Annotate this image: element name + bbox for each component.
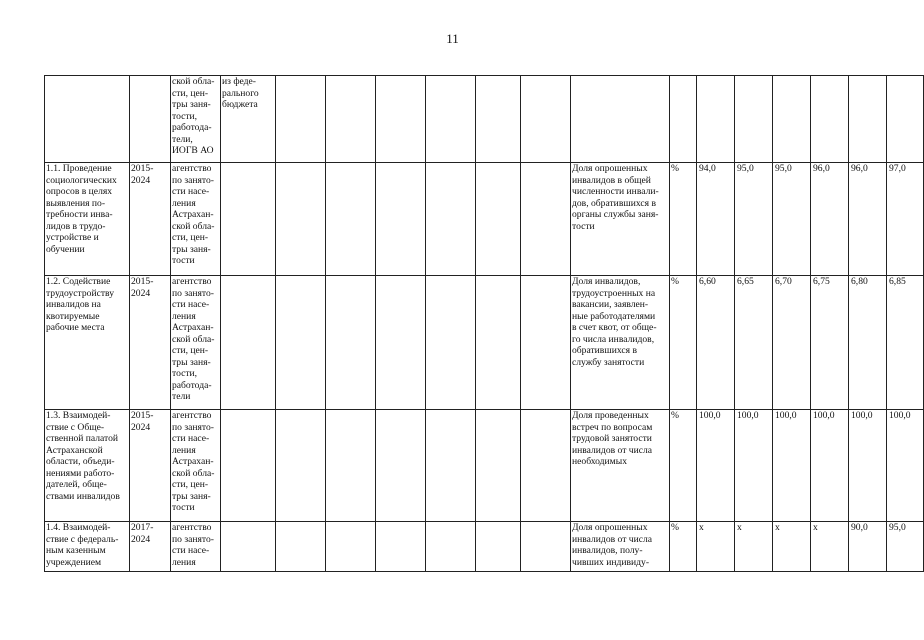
cell-value: 95,0 <box>735 163 773 276</box>
activity-text: 1.4. Взаимодей- ствие с федераль- ным казенным учреждением <box>46 522 119 568</box>
cell-activity <box>45 410 130 522</box>
executor-text: агентство по занято- сти насе- ления Астрахан- ской обла- сти, цен- тры заня- тости <box>172 410 215 513</box>
cell-value: 100,0 <box>697 410 735 522</box>
program-table <box>44 75 924 572</box>
period-text: 2015- 2024 <box>131 410 154 433</box>
cell-value: 6,60 <box>697 276 735 410</box>
page-number: 11 <box>446 31 459 46</box>
cell-executor <box>171 76 221 163</box>
cell-value: x <box>697 522 735 572</box>
cell-activity <box>45 522 130 572</box>
cell-activity <box>45 163 130 276</box>
cell-value: x <box>773 522 811 572</box>
cell-unit <box>670 163 697 276</box>
cell-period <box>130 76 171 163</box>
cell-indicator <box>571 163 670 276</box>
cell-value: x <box>735 522 773 572</box>
cell-value: 6,65 <box>735 276 773 410</box>
executor-text: ской обла- сти, цен- тры заня- тости, работода- тели, ИОГВ АО <box>172 76 215 156</box>
cell-value: 95,0 <box>773 163 811 276</box>
period-text: 2015- 2024 <box>131 276 154 299</box>
cell-indicator <box>571 522 670 572</box>
period-text: 2015- 2024 <box>131 163 154 186</box>
cell-value: 6,85 <box>887 276 924 410</box>
cell-activity <box>45 76 130 163</box>
cell-indicator <box>571 410 670 522</box>
cell-value: 96,0 <box>811 163 849 276</box>
cell-value: 95,0 <box>887 522 924 572</box>
cell-activity <box>45 276 130 410</box>
cell-value: 6,75 <box>811 276 849 410</box>
cell-value: 96,0 <box>849 163 887 276</box>
cell-executor <box>171 163 221 276</box>
cell-source <box>221 76 276 163</box>
source-text: из феде- рального бюджета <box>222 76 259 110</box>
cell-value: 6,70 <box>773 276 811 410</box>
unit-text: % <box>671 276 679 287</box>
unit-text: % <box>671 163 679 174</box>
indicator-text: Доля проведенных встреч по вопросам трудовой занятости инвалидов от числа необходимых <box>572 410 653 467</box>
cell-unit <box>670 522 697 572</box>
indicator-text: Доля инвалидов, трудоустроенных на вакансии, заявлен- ные работодателями в счет квот, от обще- го числа инвалидов, обратившихся в службу занятости <box>572 276 657 368</box>
cell-unit <box>670 410 697 522</box>
cell-indicator <box>571 276 670 410</box>
activity-text: 1.3. Взаимодей- ствие с Обще- ственной палатой Астраханской области, объеди- нениями работо- дателей, обще- ствами инвалидов <box>46 410 120 502</box>
cell-value: 100,0 <box>773 410 811 522</box>
cell-period <box>130 522 171 572</box>
table-row <box>45 276 924 410</box>
executor-text: агентство по занято- сти насе- ления Астрахан- ской обла- сти, цен- тры заня- тости, работода- тели <box>172 276 215 402</box>
table-row <box>45 522 924 572</box>
cell-period <box>130 410 171 522</box>
cell-executor <box>171 522 221 572</box>
table-row-header-continuation <box>45 76 924 163</box>
cell-period <box>130 163 171 276</box>
cell-unit <box>670 276 697 410</box>
cell-value: 90,0 <box>849 522 887 572</box>
activity-text: 1.1. Проведение социологических опросов в целях выявления по- требности инва- лидов в трудо- устройстве и обучении <box>46 163 117 255</box>
period-text: 2017- 2024 <box>131 522 154 545</box>
cell-unit <box>670 76 697 163</box>
unit-text: % <box>671 522 679 533</box>
cell-value: 94,0 <box>697 163 735 276</box>
indicator-text: Доля опрошенных инвалидов от числа инвалидов, полу- чивших индивиду- <box>572 522 653 568</box>
cell-executor <box>171 276 221 410</box>
indicator-text: Доля опрошенных инвалидов в общей численности инвали- дов, обратившихся в органы службы заня- тости <box>572 163 659 232</box>
activity-text: 1.2. Содействие трудоустройству инвалидов на квотируемые рабочие места <box>46 276 115 333</box>
cell-executor <box>171 410 221 522</box>
unit-text: % <box>671 410 679 421</box>
cell-value: x <box>811 522 849 572</box>
executor-text: агентство по занято- сти насе- ления Астрахан- ской обла- сти, цен- тры заня- тости <box>172 163 215 266</box>
executor-text: агентство по занято- сти насе- ления <box>172 522 214 568</box>
cell-value: 97,0 <box>887 163 924 276</box>
cell-indicator <box>571 76 670 163</box>
table-row <box>45 163 924 276</box>
cell-value: 6,80 <box>849 276 887 410</box>
cell-value: 100,0 <box>849 410 887 522</box>
cell-period <box>130 276 171 410</box>
cell-value: 100,0 <box>811 410 849 522</box>
cell-value: 100,0 <box>887 410 924 522</box>
table-row <box>45 410 924 522</box>
cell-value: 100,0 <box>735 410 773 522</box>
